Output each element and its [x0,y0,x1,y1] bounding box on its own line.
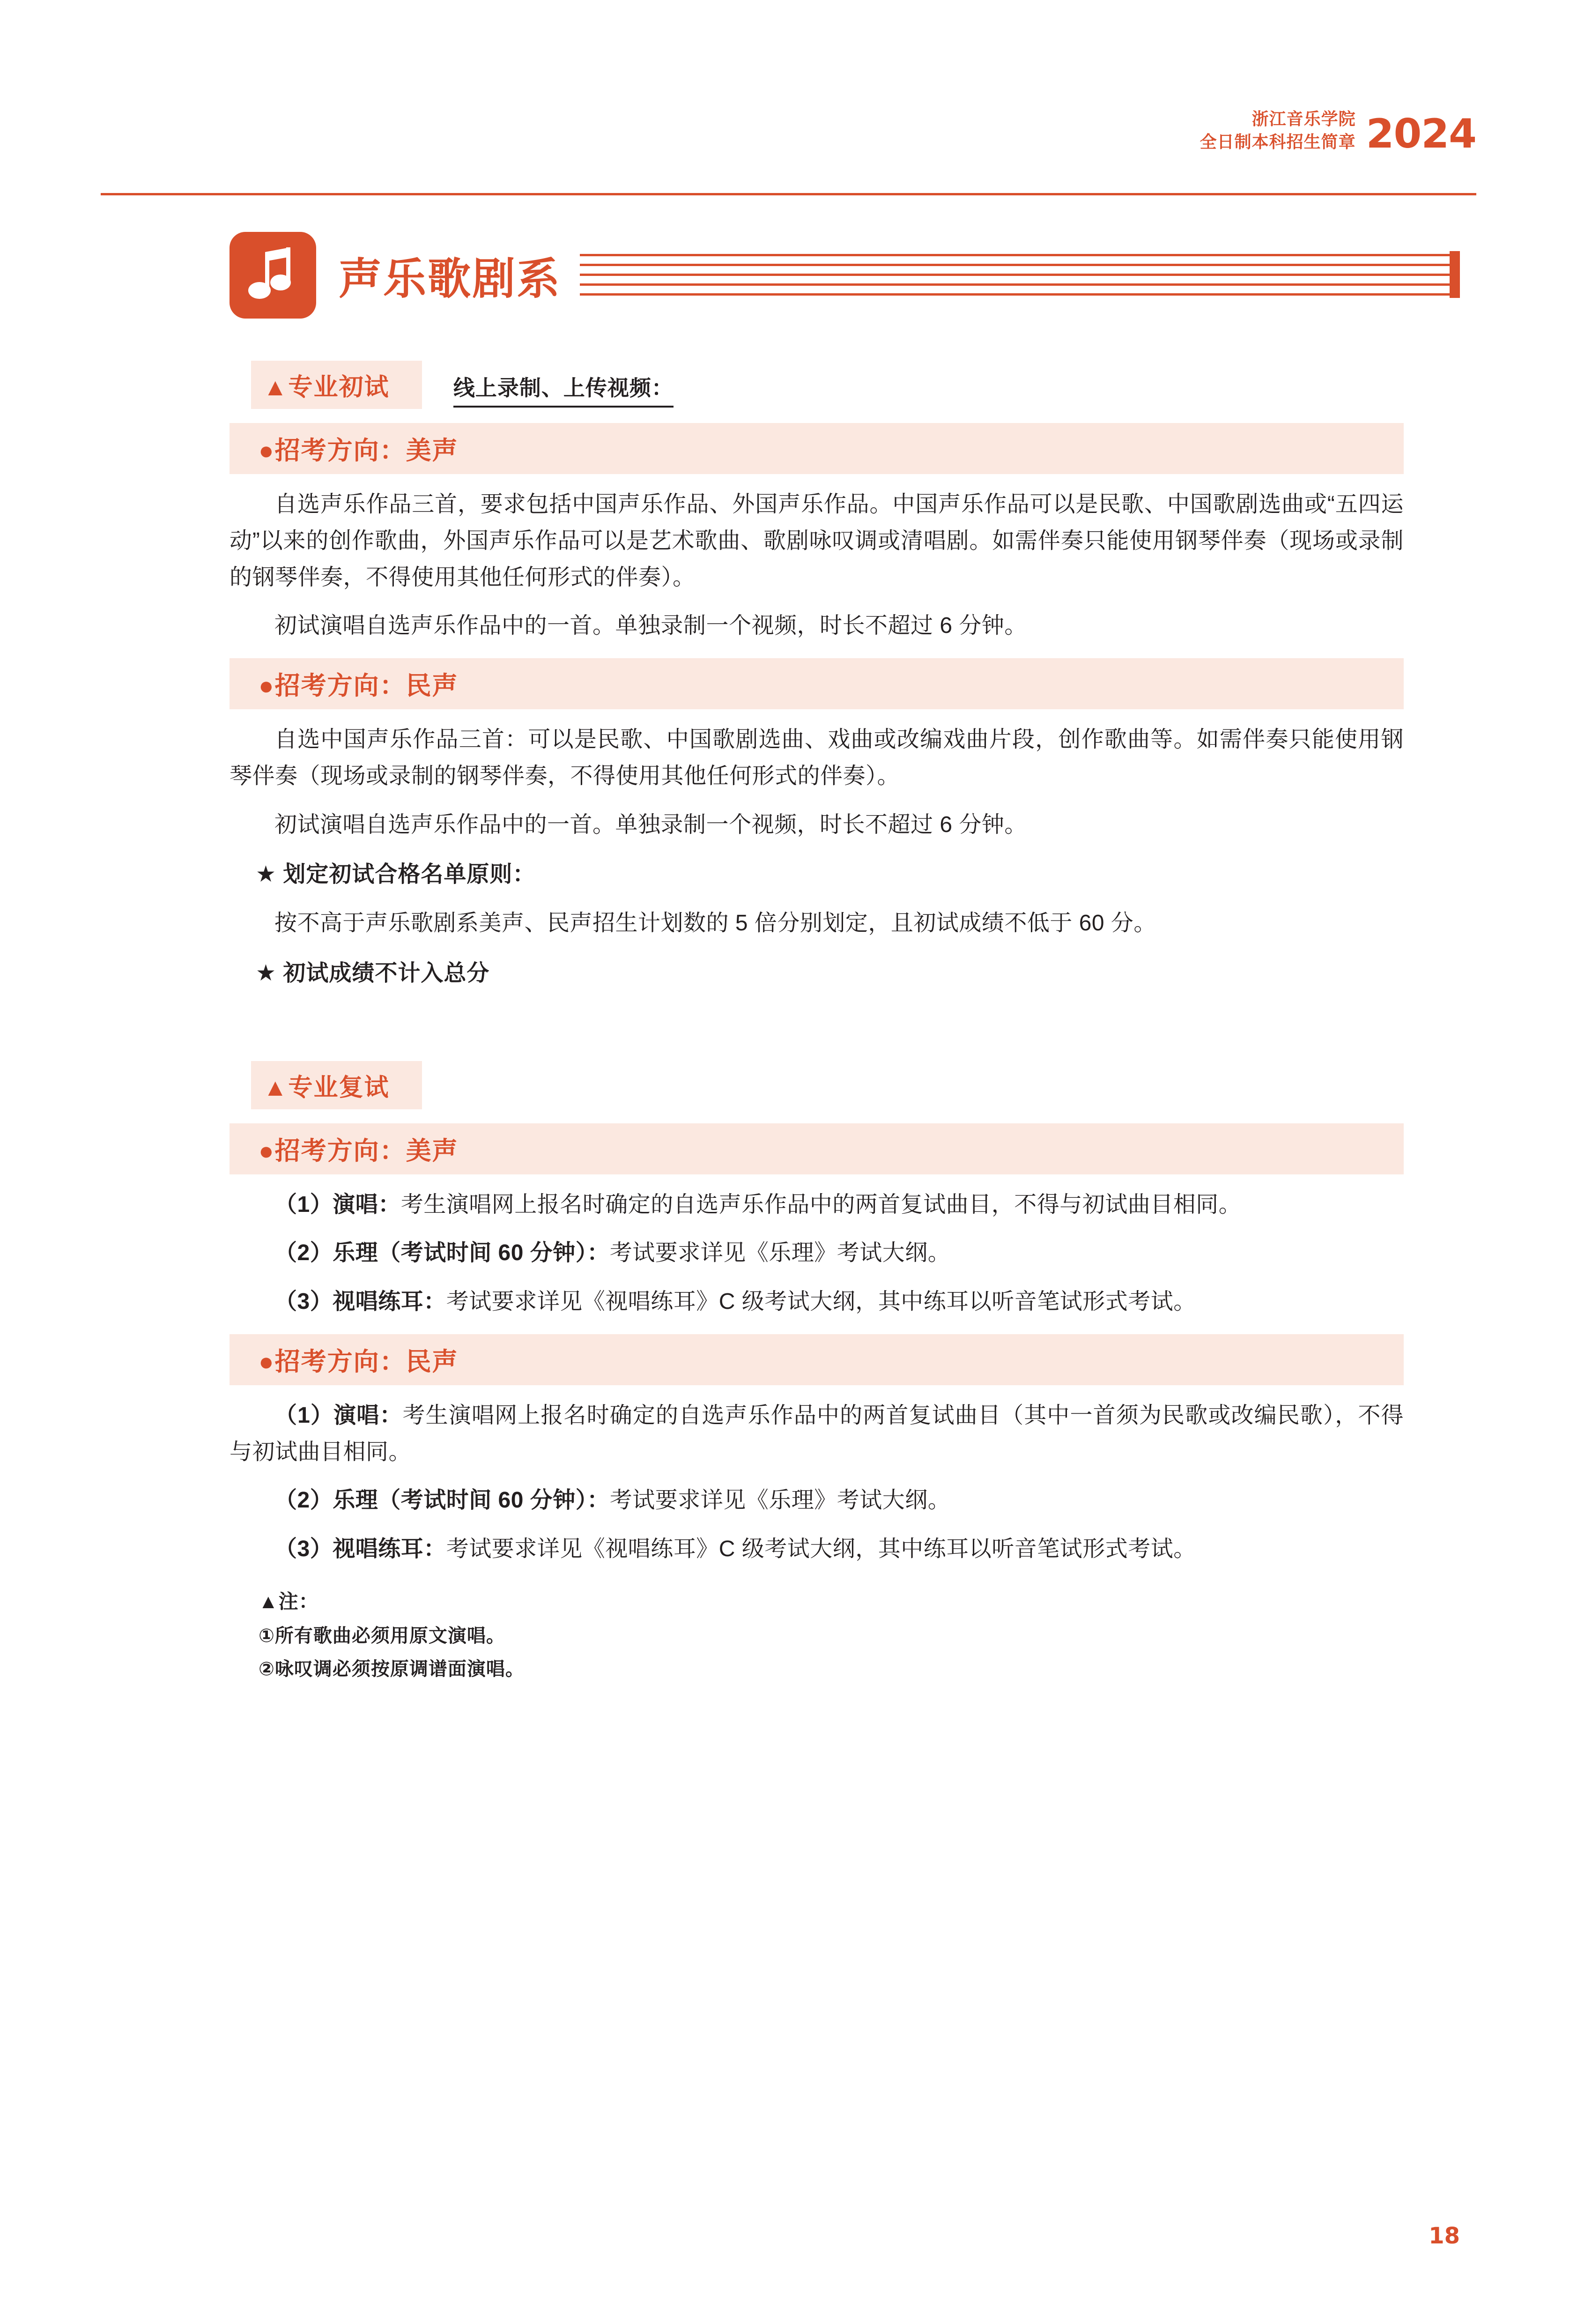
stage2-direction-1-item-1 [230,1187,1404,1223]
stage2-direction-1-item-2-label: （2）乐理（考试时间 60 分钟）： [274,1240,610,1266]
stage1-direction-1-band [230,423,1404,474]
stage2-direction-1-item-2 [230,1235,1404,1271]
stage2-direction-2-item-1-text: 考生演唱网上报名时确定的自选声乐作品中的两首复试曲目（其中一首须为民歌或改编民歌），不得与初试曲目相同。 [230,1403,1404,1464]
header-institution [1200,108,1356,153]
header-year: 2024 [1366,110,1476,157]
stage1-rule-title: ★ 划定初试合格名单原则： [256,862,536,887]
header-title-group [1199,108,1476,157]
notes-title: ▲注： [259,1590,319,1612]
stage2-direction-2-item-2 [230,1482,1404,1519]
section-title-row [230,232,1460,319]
stage2-direction-1-item-1-text: 考生演唱网上报名时确定的自选声乐作品中的两首复试曲目，不得与初试曲目相同。 [400,1192,1242,1217]
stage2-direction-1-band [230,1123,1404,1174]
stage2-direction-2-item-1-label: （1）演唱： [274,1403,403,1428]
stage1-mode-label: 线上录制、上传视频： [453,371,674,408]
stave-decoration [580,254,1460,297]
music-note-icon [230,232,316,319]
stage1-direction-2-label: ●招考方向：民声 [259,672,459,700]
page-number: 18 [1429,2223,1460,2249]
stage1-direction-1-para-2: 初试演唱自选声乐作品中的一首。单独录制一个视频，时长不超过 6 分钟。 [274,613,1027,639]
stage1-direction-2-band [230,658,1404,709]
stage1-score-note: ★ 初试成绩不计入总分 [256,960,490,986]
header-line-2: 全日制本科招生简章 [1199,132,1356,151]
stage1-direction-2-para-1: 自选中国声乐作品三首：可以是民歌、中国歌剧选曲、戏曲或改编戏曲片段，创作歌曲等。如需伴奏只能使用钢琴伴奏（现场或录制的钢琴伴奏，不得使用其他任何形式的伴奏）。 [230,727,1404,788]
stage2-direction-1-item-1-label: （1）演唱： [274,1192,401,1217]
page-content [230,347,1404,1681]
note-item-1: ①所有歌曲必须用原文演唱。 [259,1625,505,1646]
stage2-direction-2-item-3-label: （3）视唱练耳： [274,1537,446,1562]
stage2-band [251,1061,422,1109]
stage1-band-label: ▲专业初试 [263,374,390,401]
page-title: 声乐歌剧系 [339,255,562,303]
stage2-direction-1-item-3-text: 考试要求详见《视唱练耳》C 级考试大纲，其中练耳以听音笔试形式考试。 [446,1289,1196,1314]
section-gap [230,992,1404,1047]
stage2-band-label: ▲专业复试 [263,1074,390,1101]
stage2-direction-2-item-3-text: 考试要求详见《视唱练耳》C 级考试大纲，其中练耳以听音笔试形式考试。 [446,1537,1196,1562]
stage2-direction-2-item-3 [230,1531,1404,1567]
stage2-direction-1-item-3-label: （3）视唱练耳： [274,1289,446,1314]
stage1-direction-1-para-1: 自选声乐作品三首，要求包括中国声乐作品、外国声乐作品。中国声乐作品可以是民歌、中国歌剧选曲或“五四运动”以来的创作歌曲，外国声乐作品可以是艺术歌曲、歌剧咏叹调或清唱剧。如需伴奏只能使用钢琴伴奏（现场或录制的钢琴伴奏，不得使用其他任何形式的伴奏）。 [230,492,1404,590]
stage2-direction-2-band [230,1334,1404,1385]
stage1-direction-1-label: ●招考方向：美声 [259,437,459,465]
stage2-direction-2-label: ●招考方向：民声 [259,1347,459,1376]
stage2-direction-1-item-2-text: 考试要求详见《乐理》考试大纲。 [609,1240,951,1266]
stage2-direction-1-label: ●招考方向：美声 [259,1136,459,1165]
notes-block [259,1586,1404,1681]
stage1-direction-2-para-2: 初试演唱自选声乐作品中的一首。单独录制一个视频，时长不超过 6 分钟。 [274,812,1027,837]
stage2-direction-1-item-3 [230,1284,1404,1320]
stage2-direction-2-item-2-label: （2）乐理（考试时间 60 分钟）： [274,1488,610,1513]
stage2-direction-2-item-2-text: 考试要求详见《乐理》考试大纲。 [609,1488,951,1513]
header-divider [101,193,1476,195]
stage1-band [251,361,422,409]
note-item-2: ②咏叹调必须按原调谱面演唱。 [259,1658,525,1679]
header-line-1: 浙江音乐学院 [1251,109,1356,128]
stage2-direction-2-item-1 [230,1397,1404,1470]
page-header [0,56,1577,157]
stage1-rule-text: 按不高于声乐歌剧系美声、民声招生计划数的 5 倍分别划定，且初试成绩不低于 60 分。 [274,911,1156,936]
